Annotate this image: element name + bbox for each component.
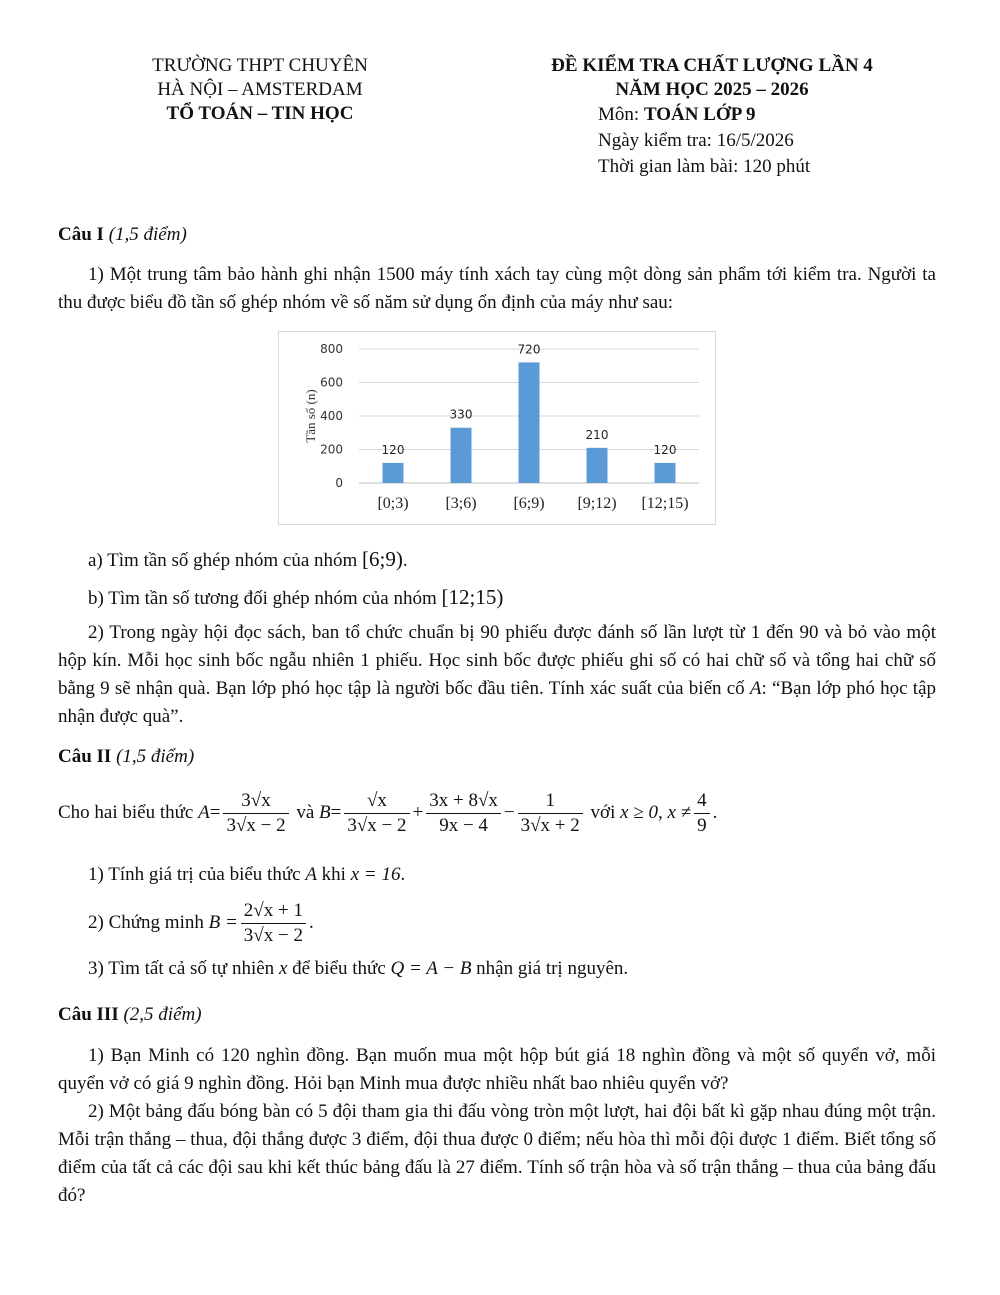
question-1-heading: [58, 222, 938, 248]
question-3-title: Câu III: [58, 1004, 119, 1025]
question-1-part-1-text: 1) Một trung tâm bảo hành ghi nhận 1500 máy tính xách tay cùng một dòng sản phẩm tới kiểm tra. Người ta thu được biểu đồ tần số ghép nhóm về số năm sử dụng ổn định của máy như sau:: [58, 264, 936, 313]
expr-a-numerator: 3√x: [223, 789, 288, 814]
expr-b-term-3-den: 3√x + 2: [520, 815, 580, 837]
y-tick-label: 800: [320, 342, 343, 356]
question-1a-group: [6;9): [362, 547, 403, 571]
department-name: TỔ TOÁN – TIN HỌC: [166, 103, 354, 124]
question-1-part-2-end: : “Bạn lớp phó học tập nhận được quà”.: [58, 678, 937, 727]
y-tick-label: 600: [320, 375, 343, 390]
y-tick-label: 200: [320, 442, 343, 457]
expr-b-term-1-den: 3√x − 2: [347, 815, 407, 837]
question-1a: [88, 546, 968, 574]
expr-b-name: B: [319, 802, 331, 823]
question-2-part-2-num: 2√x + 1: [241, 899, 306, 924]
question-2-part-1-text: 1) Tính giá trị của biểu thức: [88, 864, 301, 885]
expr-b-term-1-num: √x: [344, 789, 409, 814]
question-2-expressions: Cho hai biểu thức A= $\frac{3√x}{3√x - 2}$ và B= $\frac{√x}{3√x - 2}$ + $\frac{3x + 8√x}{9x - 4}$ − $\frac{1}{3√x + 2}$ với x ≥ 0, x ≠ $\frac{4}{9}$ .: [58, 790, 718, 837]
data-label: 120: [653, 442, 677, 457]
school-header: [120, 54, 400, 126]
question-2-part-3-text: 3) Tìm tất cả số tự nhiên: [88, 958, 275, 979]
subject-label: Môn:: [598, 104, 644, 125]
expr-b-term-1: [344, 789, 409, 838]
condition-num: 4: [694, 789, 710, 814]
question-3-points: (2,5 điểm): [123, 1004, 202, 1025]
question-2-part-3-expr: Q = A − B: [390, 958, 472, 979]
exam-title: ĐỀ KIỂM TRA CHẤT LƯỢNG LẦN 4: [551, 55, 873, 76]
question-2-points: (1,5 điểm): [116, 746, 195, 767]
bar: [383, 463, 404, 483]
data-label: 330: [449, 407, 473, 422]
school-name-line2: HÀ NỘI – AMSTERDAM: [157, 79, 363, 100]
school-name-line1: TRƯỜNG THPT CHUYÊN: [152, 55, 368, 76]
school-year: NĂM HỌC 2025 – 2026: [615, 79, 809, 100]
question-3-part-1-text: 1) Bạn Minh có 120 nghìn đồng. Bạn muốn mua một hộp bút giá 18 nghìn đồng và một số quyển vở, mỗi quyển vở có giá 9 nghìn đồng. Hỏi bạn Minh mua được nhiều nhất bao nhiêu quyển vở?: [58, 1045, 936, 1094]
domain-condition: x ≥ 0, x ≠: [620, 802, 692, 823]
question-2-intro: Cho hai biểu thức: [58, 802, 194, 823]
question-2-part-2-den: 3√x − 2: [243, 925, 303, 947]
exam-duration: Thời gian làm bài: 120 phút: [598, 156, 811, 177]
condition-fraction: [694, 789, 710, 838]
and-word: và: [296, 802, 315, 823]
question-2-heading: [58, 744, 938, 770]
question-3-heading: [58, 1002, 938, 1028]
y-tick-label: 0: [335, 476, 343, 490]
expr-a-name: A: [198, 802, 210, 823]
event-a-symbol: A: [749, 678, 762, 699]
question-2-part-1-cond: x = 16: [350, 864, 401, 885]
x-tick-label: [12;15): [641, 495, 689, 512]
question-1-title: Câu I: [58, 224, 104, 245]
question-2-part-3-var: x: [278, 958, 288, 979]
question-2-part-1-when: khi: [321, 864, 346, 885]
data-label: 120: [381, 442, 405, 457]
x-tick-label: [9;12): [577, 495, 617, 512]
bar: [587, 448, 608, 483]
question-2-title: Câu II: [58, 746, 112, 767]
condition-den: 9: [697, 815, 707, 837]
bar: [519, 362, 540, 483]
expr-b-term-2: [426, 789, 501, 838]
expr-b-term-3-num: 1: [518, 789, 583, 814]
expr-b-term-2-num: 3x + 8√x: [426, 789, 501, 814]
x-tick-label: [0;3): [377, 495, 409, 512]
question-2-part-3: [88, 956, 968, 982]
expr-b-term-2-den: 9x − 4: [439, 815, 488, 837]
question-2-part-2-text: 2) Chứng minh: [88, 912, 204, 933]
question-1-points: (1,5 điểm): [108, 224, 187, 245]
question-2-part-2-fraction: [241, 899, 306, 948]
x-tick-label: [6;9): [513, 495, 545, 512]
expr-b-term-3: [518, 789, 583, 838]
question-1b-text: b) Tìm tần số tương đối ghép nhóm của nhóm: [88, 588, 437, 609]
question-1a-end: .: [402, 550, 408, 571]
expr-a-fraction: [223, 789, 288, 838]
question-1-part-2: [58, 619, 936, 731]
bar: [451, 428, 472, 483]
x-tick-label: [3;6): [445, 495, 477, 512]
expr-a-denominator: 3√x − 2: [226, 815, 286, 837]
data-label: 210: [585, 427, 609, 442]
data-label: 720: [517, 342, 541, 357]
question-2-part-2: 2) Chứng minh B = $\frac{2√x + 1}{3√x - 2}$ .: [88, 900, 314, 947]
question-2-part-3-mid: để biểu thức: [292, 958, 386, 979]
y-axis-label: Tần số (n): [303, 389, 318, 443]
y-tick-label: 400: [320, 409, 343, 423]
question-1a-text: a) Tìm tần số ghép nhóm của nhóm: [88, 550, 358, 571]
exam-header: [512, 54, 912, 102]
subject-line: [598, 102, 810, 128]
question-1b-group: [12;15): [441, 585, 504, 609]
question-1-part-2-text: 2) Trong ngày hội đọc sách, ban tổ chức chuẩn bị 90 phiếu được đánh số lần lượt từ 1 đến 90 và bỏ vào một hộp kín. Mỗi học sinh bốc ngẫu nhiên 1 phiếu. Học sinh bốc được phiếu ghi số có hai chữ số và tổng hai chữ số bằng 9 sẽ nhận quà. Bạn lớp phó học tập là người bốc đầu tiên. Tính xác suất của biến cố: [58, 622, 936, 699]
question-3-part-2-text: 2) Một bảng đấu bóng bàn có 5 đội tham gia thi đấu vòng tròn một lượt, hai đội bất kì gặp nhau đúng một trận. Mỗi trận thắng – thua, đội thắng được 3 điểm, đội thua được 0 điểm; nếu hòa thì mỗi đội được 1 điểm. Biết tổng số điểm của tất cả các đội sau khi kết thúc bảng đấu là 27 điểm. Tính số trận hòa và số trận thắng – thua của bảng đấu đó?: [58, 1101, 936, 1206]
frequency-bar-chart: [278, 331, 716, 525]
question-2-part-1-var: A: [305, 864, 317, 885]
chart-svg: [279, 332, 715, 524]
question-1b: [88, 584, 968, 612]
question-2-part-3-end: nhận giá trị nguyên.: [476, 958, 629, 979]
with-word: với: [590, 802, 616, 823]
question-2-part-2-lhs: B =: [208, 912, 238, 933]
exam-info: [598, 102, 810, 180]
subject-value: TOÁN LỚP 9: [643, 104, 756, 125]
exam-date: Ngày kiểm tra: 16/5/2026: [598, 130, 794, 151]
question-2-part-1: 1) Tính giá trị của biểu thức A khi x = 16.: [88, 864, 406, 885]
bar: [655, 463, 676, 483]
